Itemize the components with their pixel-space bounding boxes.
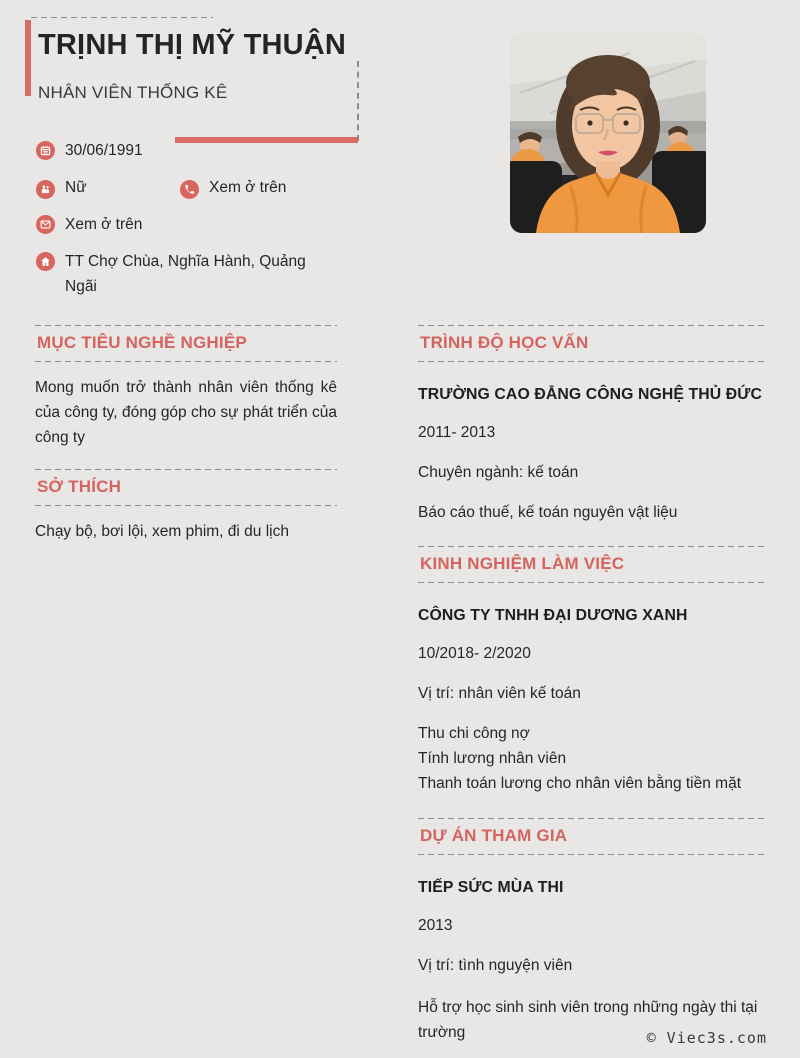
experience-duty: Thanh toán lương cho nhân viên bằng tiền mặt bbox=[418, 775, 742, 792]
hobbies-text: Chạy bộ, bơi lội, xem phim, đi du lịch bbox=[35, 523, 289, 540]
project-position: Vị trí: tình nguyện viên bbox=[418, 957, 573, 974]
project-detail: Hỗ trợ học sinh sinh viên trong những ngày thi tại trường bbox=[418, 999, 758, 1041]
accent-bar-left bbox=[25, 20, 31, 96]
candidate-name: TRỊNH THỊ MỸ THUẬN bbox=[38, 29, 347, 61]
people-icon bbox=[36, 180, 55, 199]
experience-duty: Tính lương nhân viên bbox=[418, 750, 567, 767]
section-heading-hobbies: SỞ THÍCH bbox=[35, 469, 337, 506]
birthday-value: 30/06/1991 bbox=[65, 142, 143, 159]
home-icon bbox=[36, 252, 55, 271]
contact-row-email bbox=[36, 215, 366, 237]
project-title: TIẾP SỨC MÙA THI bbox=[418, 879, 564, 896]
education-detail: Báo cáo thuế, kế toán nguyên vật liệu bbox=[418, 504, 678, 521]
address-value: TT Chợ Chùa, Nghĩa Hành, Quảng Ngãi bbox=[65, 253, 306, 295]
experience-period: 10/2018- 2/2020 bbox=[418, 645, 531, 662]
section-heading-objective: MỤC TIÊU NGHỀ NGHIỆP bbox=[35, 325, 337, 362]
phone-value: Xem ở trên bbox=[209, 179, 287, 196]
phone-icon bbox=[180, 180, 199, 199]
gender-value: Nữ bbox=[65, 179, 87, 196]
dashed-decoration-right bbox=[357, 61, 359, 141]
experience-duty: Thu chi công nợ bbox=[418, 725, 530, 742]
contact-row-gender-phone bbox=[36, 178, 366, 200]
left-column bbox=[35, 325, 337, 544]
section-heading-projects: DỰ ÁN THAM GIA bbox=[418, 818, 765, 855]
site-credit: © Viec3s.com bbox=[646, 1029, 767, 1047]
dashed-decoration-top bbox=[31, 17, 213, 19]
education-school: TRƯỜNG CAO ĐẲNG CÔNG NGHỆ THỦ ĐỨC bbox=[418, 386, 762, 403]
calendar-icon bbox=[36, 141, 55, 160]
experience-duties bbox=[418, 721, 765, 796]
section-heading-education: TRÌNH ĐỘ HỌC VẤN bbox=[418, 325, 765, 362]
education-major: Chuyên ngành: kế toán bbox=[418, 464, 579, 481]
contact-row-address bbox=[36, 252, 366, 299]
contact-row-birthday bbox=[36, 141, 366, 163]
experience-company: CÔNG TY TNHH ĐẠI DƯƠNG XANH bbox=[418, 607, 688, 624]
profile-photo bbox=[510, 33, 706, 233]
education-period: 2011- 2013 bbox=[418, 424, 496, 441]
section-heading-experience: KINH NGHIỆM LÀM VIỆC bbox=[418, 546, 765, 583]
job-title: NHÂN VIÊN THỐNG KÊ bbox=[38, 83, 228, 102]
email-value: Xem ở trên bbox=[65, 216, 143, 233]
project-period: 2013 bbox=[418, 917, 453, 934]
experience-position: Vị trí: nhân viên kế toán bbox=[418, 685, 581, 702]
objective-text: Mong muốn trở thành nhân viên thống kê của công ty, đóng góp cho sự phát triển của công ty bbox=[35, 379, 337, 446]
contact-info bbox=[36, 141, 366, 314]
right-column bbox=[418, 325, 765, 1045]
header bbox=[25, 14, 365, 149]
envelope-icon bbox=[36, 215, 55, 234]
